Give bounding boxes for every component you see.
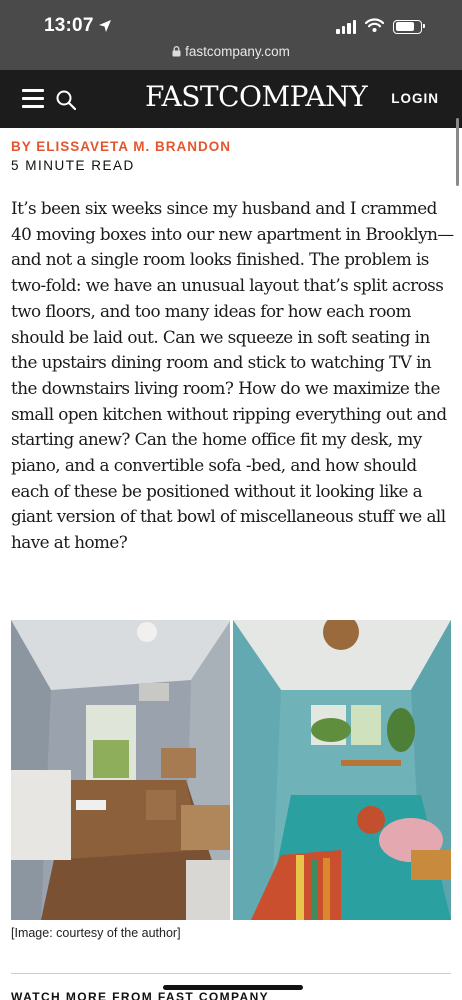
- search-icon[interactable]: [55, 89, 77, 111]
- location-arrow-icon: [98, 18, 112, 37]
- home-indicator[interactable]: [163, 985, 303, 990]
- login-link[interactable]: LOGIN: [391, 91, 439, 106]
- battery-level: [396, 22, 414, 31]
- divider: [11, 973, 451, 974]
- cellular-signal-icon: [336, 20, 356, 34]
- read-time: 5 MINUTE READ: [11, 158, 135, 173]
- address-bar[interactable]: [0, 44, 462, 60]
- byline[interactable]: BY ELISSAVETA M. BRANDON: [11, 139, 232, 154]
- image-caption: [Image: courtesy of the author]: [11, 926, 181, 940]
- status-bar: [0, 0, 462, 70]
- section-heading: WATCH MORE FROM FAST COMPANY: [11, 990, 270, 1000]
- lock-icon: [172, 45, 181, 60]
- battery-icon: [393, 20, 422, 34]
- status-icons: [336, 17, 422, 36]
- wifi-icon: [365, 17, 384, 36]
- url-text: fastcompany.com: [185, 44, 290, 59]
- status-time: 13:07: [44, 15, 94, 36]
- site-logo[interactable]: FASTCOMPANY: [145, 80, 368, 113]
- article-paragraph: It’s been six weeks since my husband and I crammed 40 moving boxes into our new apartment in Brooklyn—and not a single room looks finished. The problem is two-fold: we have an unusual layout that’s split across two floors, and too many ideas for how each room should be laid out. Can we squeeze in soft seating in the upstairs dining room and stick to watching TV in the downstairs living room? How do we maximize the small open kitchen without ripping everything out and starting anew? Can the home office fit my desk, my piano, and a convertible sofa -bed, and how should each of these be positioned without it looking like a giant version of that bowl of miscellaneous stuff we all have at home?: [11, 198, 454, 553]
- scrollbar[interactable]: [456, 118, 459, 186]
- site-header: [0, 70, 462, 128]
- article-image: [11, 620, 451, 920]
- hamburger-menu-icon[interactable]: [22, 89, 44, 108]
- before-after-room-image: [11, 620, 451, 920]
